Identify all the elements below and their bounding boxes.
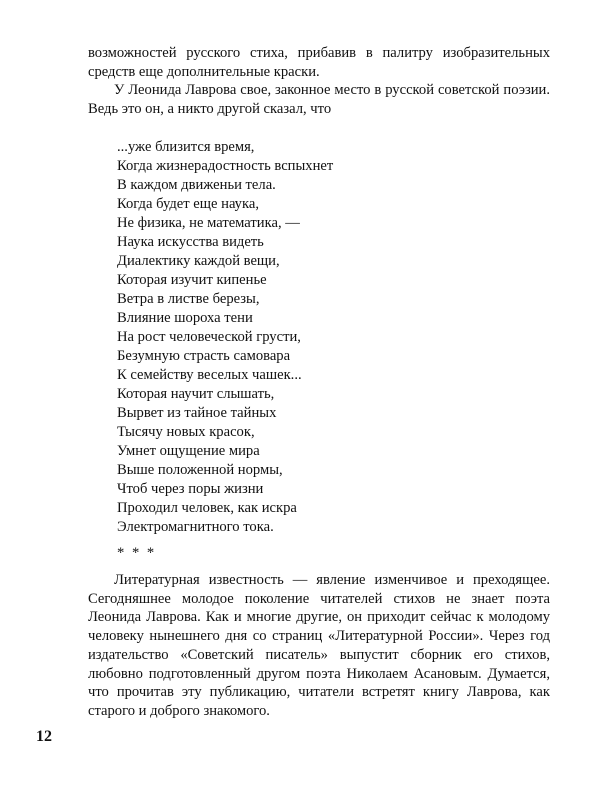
intro-text xyxy=(88,44,550,119)
intro-paragraph-lavrov: У Леонида Лаврова свое, законное место в русской советской поэзии. Ведь это он, а никто другой сказал, что xyxy=(88,82,550,118)
poem-line: Умнет ощущение мира xyxy=(117,443,260,459)
poem-line: К семейству веселых чашек... xyxy=(117,367,302,383)
poem-line: Наука искусства видеть xyxy=(117,234,264,250)
poem-line: На рост человеческой грусти, xyxy=(117,329,301,345)
intro-paragraph-continuation: возможностей русского стиха, прибавив в палитру изобразительных средств еще дополнительные краски. xyxy=(88,45,550,80)
page-number: 12 xyxy=(36,728,52,745)
poem-line: Которая изучит кипенье xyxy=(117,272,267,288)
poem-line: Вырвет из тайное тайных xyxy=(117,405,277,421)
poem-line: Электромагнитного тока. xyxy=(117,519,274,535)
poem-line: Выше положенной нормы, xyxy=(117,462,283,478)
poem-line: Ветра в листве березы, xyxy=(117,291,260,307)
poem-line: В каждом движеньи тела. xyxy=(117,177,276,193)
poem-line: Которая научит слышать, xyxy=(117,386,275,402)
poem-line: Влияние шороха тени xyxy=(117,310,253,326)
poem-line: ...уже близится время, xyxy=(117,139,255,155)
poem-line: Безумную страсть самовара xyxy=(117,348,291,364)
poem-line: Диалектику каждой вещи, xyxy=(117,253,280,269)
section-separator: * * * xyxy=(117,545,157,561)
poem-line: Чтоб через поры жизни xyxy=(117,481,264,497)
closing-text xyxy=(88,571,550,721)
poem-quote xyxy=(117,138,333,537)
closing-paragraph: Литературная известность — явление изменчивое и преходящее. Сегодняшнее молодое поколение читателей стихов не знает поэта Леонида Лаврова. Как и многие другие, он приходит сейчас к молодому человеку нынешнего дня со страниц «Литературной России». Через год издательство «Советский писатель» выпустит сборник его стихов, любовно подготовленный другом поэта Николаем Асановым. Думается, что прочитав эту публикацию, читатели встретят книгу Лаврова, как старого и доброго знакомого. xyxy=(88,572,550,719)
poem-line: Когда будет еще наука, xyxy=(117,196,259,212)
poem-line: Когда жизнерадостность вспыхнет xyxy=(117,158,334,174)
poem-line: Проходил человек, как искра xyxy=(117,500,297,516)
poem-line: Не физика, не математика, — xyxy=(117,215,300,231)
poem-line: Тысячу новых красок, xyxy=(117,424,255,440)
